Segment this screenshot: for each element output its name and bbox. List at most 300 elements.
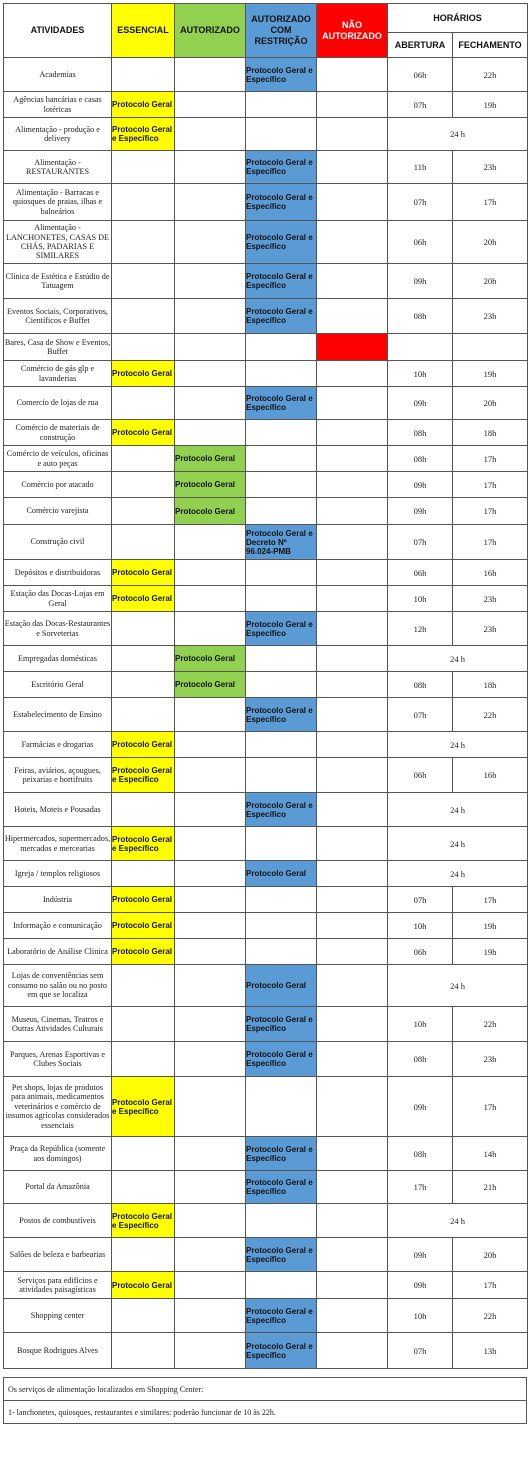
closing-time: 18h	[453, 420, 528, 446]
activity-name: Parques, Arenas Esportivas e Clubes Sociais	[4, 1042, 112, 1077]
activity-name: Farmácias e drogarias	[4, 732, 112, 758]
closing-time: 23h	[453, 299, 528, 334]
header-autorizado: AUTORIZADO	[175, 4, 246, 58]
activity-name: Feiras, aviários, açougues, peixarias e hortifruits	[4, 758, 112, 793]
closing-time: 23h	[453, 612, 528, 646]
opening-time: 09h	[388, 472, 453, 498]
nao-autorizado-cell	[317, 472, 388, 498]
opening-time: 06h	[388, 221, 453, 264]
table-row	[4, 1007, 528, 1042]
table-row	[4, 793, 528, 827]
table-row	[4, 646, 528, 672]
header-abertura: ABERTURA	[388, 33, 453, 58]
closing-time: 22h	[453, 698, 528, 732]
restricao-cell	[246, 560, 317, 586]
autorizado-cell	[175, 1007, 246, 1042]
activity-name: Laboratório de Análise Clínica	[4, 939, 112, 965]
closing-time: 19h	[453, 913, 528, 939]
restricao-cell: Protocolo Geral e Específico	[246, 793, 317, 827]
header-essencial: ESSENCIAL	[112, 4, 175, 58]
essencial-cell	[112, 58, 175, 92]
closing-time: 22h	[453, 58, 528, 92]
closing-time: 20h	[453, 387, 528, 420]
opening-time: 09h	[388, 1077, 453, 1137]
autorizado-cell	[175, 560, 246, 586]
autorizado-cell	[175, 1238, 246, 1272]
activity-name: Comércio de materiais de construção	[4, 420, 112, 446]
restricao-cell	[246, 827, 317, 861]
opening-time: 07h	[388, 92, 453, 118]
table-row	[4, 361, 528, 387]
restricao-cell: Protocolo Geral e Decreto Nº 96.024-PMB	[246, 525, 317, 560]
restricao-cell	[246, 758, 317, 793]
nao-autorizado-cell	[317, 334, 388, 361]
opening-time: 06h	[388, 758, 453, 793]
notes-box	[3, 1377, 527, 1424]
opening-time: 10h	[388, 361, 453, 387]
table-row	[4, 387, 528, 420]
hours-all-day: 24 h	[388, 827, 528, 861]
table-row	[4, 92, 528, 118]
closing-time: 17h	[453, 1272, 528, 1299]
autorizado-cell	[175, 1299, 246, 1333]
opening-time: 09h	[388, 1272, 453, 1299]
restricao-cell	[246, 361, 317, 387]
closing-time: 19h	[453, 939, 528, 965]
closing-time: 17h	[453, 1077, 528, 1137]
essencial-cell	[112, 221, 175, 264]
hours-all-day: 24 h	[388, 732, 528, 758]
header-nao-autorizado: NÃO AUTORIZADO	[317, 4, 388, 58]
table-row	[4, 887, 528, 913]
essencial-cell	[112, 472, 175, 498]
table-row	[4, 525, 528, 560]
table-row	[4, 221, 528, 264]
table-body	[4, 58, 528, 1369]
essencial-cell	[112, 1333, 175, 1369]
closing-time: 22h	[453, 1299, 528, 1333]
nao-autorizado-cell	[317, 1299, 388, 1333]
nao-autorizado-cell	[317, 758, 388, 793]
nao-autorizado-cell	[317, 672, 388, 698]
restricao-cell: Protocolo Geral	[246, 861, 317, 887]
restricao-cell: Protocolo Geral e Específico	[246, 1333, 317, 1369]
nao-autorizado-cell	[317, 965, 388, 1007]
table-row	[4, 827, 528, 861]
closing-time: 21h	[453, 1171, 528, 1204]
restricao-cell: Protocolo Geral e Específico	[246, 299, 317, 334]
activity-name: Estabelecimento de Ensino	[4, 698, 112, 732]
nao-autorizado-cell	[317, 58, 388, 92]
autorizado-cell: Protocolo Geral	[175, 672, 246, 698]
closing-time: 17h	[453, 472, 528, 498]
note-line: Os serviços de alimentação localizados em Shopping Center:	[4, 1378, 527, 1401]
opening-time: 06h	[388, 939, 453, 965]
activity-name: Depósitos e distribuidoras	[4, 560, 112, 586]
autorizado-cell	[175, 58, 246, 92]
essencial-cell	[112, 446, 175, 472]
essencial-cell: Protocolo Geral e Específico	[112, 827, 175, 861]
essencial-cell	[112, 498, 175, 525]
essencial-cell: Protocolo Geral e Específico	[112, 1077, 175, 1137]
restricao-cell: Protocolo Geral e Específico	[246, 151, 317, 184]
table-row	[4, 560, 528, 586]
table-row	[4, 732, 528, 758]
table-row	[4, 861, 528, 887]
autorizado-cell	[175, 184, 246, 221]
essencial-cell	[112, 646, 175, 672]
activity-name: Estação das Docas-Restaurantes e Sorveterias	[4, 612, 112, 646]
activity-name: Alimentação - RESTAURANTES	[4, 151, 112, 184]
table-row	[4, 498, 528, 525]
autorizado-cell	[175, 1137, 246, 1171]
activity-name: Clínica de Estética e Estúdio de Tatuagem	[4, 264, 112, 299]
nao-autorizado-cell	[317, 1333, 388, 1369]
activity-name: Comércio de veículos, oficinas e auto peças	[4, 446, 112, 472]
table-row	[4, 118, 528, 151]
table-row	[4, 264, 528, 299]
hours-all-day: 24 h	[388, 1204, 528, 1238]
activity-name: Informação e comunicação	[4, 913, 112, 939]
autorizado-cell	[175, 861, 246, 887]
activity-name: Comércio de gás glp e lavanderias	[4, 361, 112, 387]
hours-all-day: 24 h	[388, 861, 528, 887]
restricao-cell	[246, 472, 317, 498]
nao-autorizado-cell	[317, 861, 388, 887]
table-row	[4, 612, 528, 646]
essencial-cell	[112, 299, 175, 334]
essencial-cell	[112, 264, 175, 299]
autorizado-cell	[175, 758, 246, 793]
restricao-cell	[246, 1272, 317, 1299]
header-horarios: HORÁRIOS	[388, 4, 528, 33]
opening-time: 10h	[388, 586, 453, 612]
nao-autorizado-cell	[317, 361, 388, 387]
autorizado-cell	[175, 793, 246, 827]
autorizado-cell: Protocolo Geral	[175, 498, 246, 525]
table-row	[4, 151, 528, 184]
table-row	[4, 965, 528, 1007]
essencial-cell	[112, 334, 175, 361]
table-header	[4, 4, 528, 58]
activity-name: Escritório Geral	[4, 672, 112, 698]
essencial-cell: Protocolo Geral e Específico	[112, 758, 175, 793]
activity-name: Salões de beleza e barbearias	[4, 1238, 112, 1272]
opening-time: 07h	[388, 698, 453, 732]
activity-name: Comércio por atacado	[4, 472, 112, 498]
nao-autorizado-cell	[317, 1171, 388, 1204]
nao-autorizado-cell	[317, 560, 388, 586]
nao-autorizado-cell	[317, 793, 388, 827]
opening-time: 06h	[388, 560, 453, 586]
opening-time: 08h	[388, 299, 453, 334]
nao-autorizado-cell	[317, 1042, 388, 1077]
autorizado-cell	[175, 118, 246, 151]
activity-name: Serviços para edificios e atividades paisagísticas	[4, 1272, 112, 1299]
opening-time: 08h	[388, 672, 453, 698]
restricao-cell: Protocolo Geral e Específico	[246, 387, 317, 420]
restricao-cell: Protocolo Geral e Específico	[246, 1238, 317, 1272]
restricao-cell: Protocolo Geral e Específico	[246, 1299, 317, 1333]
autorizado-cell: Protocolo Geral	[175, 472, 246, 498]
nao-autorizado-cell	[317, 1204, 388, 1238]
opening-time: 10h	[388, 913, 453, 939]
table-row	[4, 184, 528, 221]
opening-time: 06h	[388, 58, 453, 92]
autorizado-cell	[175, 299, 246, 334]
activity-name: Pet shops, lojas de produtos para animais, medicamentos veterinários e comércio de insumos agrícolas considerados essenciais	[4, 1077, 112, 1137]
closing-time: 22h	[453, 1007, 528, 1042]
essencial-cell: Protocolo Geral	[112, 939, 175, 965]
table-row	[4, 1204, 528, 1238]
activity-name: Postos de combustíveis	[4, 1204, 112, 1238]
closing-time: 16h	[453, 758, 528, 793]
closing-time: 17h	[453, 184, 528, 221]
essencial-cell	[112, 672, 175, 698]
opening-time: 10h	[388, 1007, 453, 1042]
table-row	[4, 913, 528, 939]
essencial-cell: Protocolo Geral	[112, 1272, 175, 1299]
essencial-cell	[112, 1171, 175, 1204]
autorizado-cell	[175, 1333, 246, 1369]
opening-time: 09h	[388, 498, 453, 525]
table-row	[4, 1333, 528, 1369]
essencial-cell: Protocolo Geral	[112, 887, 175, 913]
restricao-cell: Protocolo Geral e Específico	[246, 58, 317, 92]
activity-name: Lojas de conveniências sem consumo no salão ou no posto em que se localiza	[4, 965, 112, 1007]
opening-time: 08h	[388, 420, 453, 446]
autorizado-cell	[175, 1204, 246, 1238]
table-row	[4, 446, 528, 472]
table-row	[4, 1042, 528, 1077]
nao-autorizado-cell	[317, 118, 388, 151]
activity-name: Agências bancárias e casas lotéricas	[4, 92, 112, 118]
hours-all-day: 24 h	[388, 646, 528, 672]
restricao-cell	[246, 887, 317, 913]
autorizado-cell	[175, 92, 246, 118]
nao-autorizado-cell	[317, 387, 388, 420]
restricao-cell	[246, 498, 317, 525]
closing-time: 23h	[453, 1042, 528, 1077]
closing-time: 18h	[453, 672, 528, 698]
closing-time: 19h	[453, 92, 528, 118]
autorizado-cell	[175, 965, 246, 1007]
autorizado-cell	[175, 387, 246, 420]
header-fechamento: FECHAMENTO	[453, 33, 528, 58]
activity-name: Museus, Cinemas, Teatros e Outras Atividades Culturais	[4, 1007, 112, 1042]
autorizado-cell	[175, 1171, 246, 1204]
autorizado-cell: Protocolo Geral	[175, 646, 246, 672]
restricao-cell: Protocolo Geral e Específico	[246, 264, 317, 299]
opening-time: 17h	[388, 1171, 453, 1204]
nao-autorizado-cell	[317, 698, 388, 732]
activity-name: Hoteis, Moteis e Pousadas	[4, 793, 112, 827]
autorizado-cell	[175, 221, 246, 264]
essencial-cell: Protocolo Geral	[112, 420, 175, 446]
activity-name: Alimentação - Barracas e quiosques de praias, ilhas e balneários	[4, 184, 112, 221]
nao-autorizado-cell	[317, 420, 388, 446]
document-page	[3, 3, 527, 1424]
autorizado-cell	[175, 334, 246, 361]
activity-name: Academias	[4, 58, 112, 92]
nao-autorizado-cell	[317, 732, 388, 758]
essencial-cell	[112, 965, 175, 1007]
essencial-cell	[112, 387, 175, 420]
restricao-cell: Protocolo Geral e Específico	[246, 698, 317, 732]
activity-name: Comercio de lojas de rua	[4, 387, 112, 420]
restricao-cell	[246, 420, 317, 446]
nao-autorizado-cell	[317, 525, 388, 560]
nao-autorizado-cell	[317, 92, 388, 118]
autorizado-cell	[175, 525, 246, 560]
restricao-cell	[246, 913, 317, 939]
autorizado-cell	[175, 939, 246, 965]
restricao-cell	[246, 672, 317, 698]
autorizado-cell	[175, 264, 246, 299]
activity-name: Hipermercados, supermercados, mercados e mercearias	[4, 827, 112, 861]
closing-time: 20h	[453, 264, 528, 299]
autorizado-cell	[175, 151, 246, 184]
nao-autorizado-cell	[317, 498, 388, 525]
opening-time: 07h	[388, 887, 453, 913]
opening-time: 07h	[388, 184, 453, 221]
autorizado-cell	[175, 698, 246, 732]
opening-time: 08h	[388, 446, 453, 472]
autorizado-cell	[175, 420, 246, 446]
essencial-cell	[112, 861, 175, 887]
closing-time: 19h	[453, 361, 528, 387]
restricao-cell: Protocolo Geral e Específico	[246, 1137, 317, 1171]
essencial-cell: Protocolo Geral	[112, 92, 175, 118]
opening-time: 07h	[388, 525, 453, 560]
table-row	[4, 420, 528, 446]
essencial-cell	[112, 698, 175, 732]
essencial-cell	[112, 525, 175, 560]
closing-time: 20h	[453, 221, 528, 264]
nao-autorizado-cell	[317, 1272, 388, 1299]
activity-name: Shopping center	[4, 1299, 112, 1333]
nao-autorizado-cell	[317, 612, 388, 646]
restricao-cell	[246, 646, 317, 672]
nao-autorizado-cell	[317, 1137, 388, 1171]
opening-time	[388, 334, 453, 361]
opening-time: 07h	[388, 1333, 453, 1369]
restricao-cell: Protocolo Geral e Específico	[246, 1042, 317, 1077]
nao-autorizado-cell	[317, 913, 388, 939]
table-row	[4, 1272, 528, 1299]
essencial-cell	[112, 1238, 175, 1272]
nao-autorizado-cell	[317, 446, 388, 472]
restricao-cell: Protocolo Geral e Específico	[246, 221, 317, 264]
activity-name: Portal da Amazônia	[4, 1171, 112, 1204]
restricao-cell: Protocolo Geral e Específico	[246, 184, 317, 221]
table-row	[4, 758, 528, 793]
hours-all-day: 24 h	[388, 793, 528, 827]
closing-time: 14h	[453, 1137, 528, 1171]
essencial-cell	[112, 1299, 175, 1333]
nao-autorizado-cell	[317, 221, 388, 264]
essencial-cell: Protocolo Geral	[112, 586, 175, 612]
note-line: 1- lanchonetes, quiosques, restaurantes e similares: poderão funcionar de 10 às 22h.	[4, 1401, 527, 1424]
activity-name: Bosque Rodrigues Alves	[4, 1333, 112, 1369]
nao-autorizado-cell	[317, 1007, 388, 1042]
nao-autorizado-cell	[317, 939, 388, 965]
closing-time: 17h	[453, 498, 528, 525]
activity-name: Eventos Sociais, Corporativos, Científicos e Buffet	[4, 299, 112, 334]
essencial-cell: Protocolo Geral	[112, 732, 175, 758]
restricao-cell	[246, 446, 317, 472]
opening-time: 08h	[388, 1042, 453, 1077]
autorizado-cell: Protocolo Geral	[175, 446, 246, 472]
closing-time: 16h	[453, 560, 528, 586]
opening-time: 09h	[388, 387, 453, 420]
essencial-cell: Protocolo Geral	[112, 913, 175, 939]
nao-autorizado-cell	[317, 264, 388, 299]
table-row	[4, 672, 528, 698]
essencial-cell: Protocolo Geral	[112, 361, 175, 387]
activity-name: Empregadas domésticas	[4, 646, 112, 672]
essencial-cell	[112, 1137, 175, 1171]
closing-time: 17h	[453, 887, 528, 913]
essencial-cell	[112, 612, 175, 646]
activity-name: Indústria	[4, 887, 112, 913]
essencial-cell	[112, 1007, 175, 1042]
restricao-cell: Protocolo Geral e Específico	[246, 1171, 317, 1204]
table-row	[4, 472, 528, 498]
table-row	[4, 698, 528, 732]
restricao-cell	[246, 118, 317, 151]
activity-name: Alimentação - LANCHONETES, CASAS DE CHÁS, PADARIAS E SIMILARES	[4, 221, 112, 264]
autorizado-cell	[175, 913, 246, 939]
autorizado-cell	[175, 612, 246, 646]
opening-time: 08h	[388, 1137, 453, 1171]
opening-time: 09h	[388, 264, 453, 299]
opening-time: 09h	[388, 1238, 453, 1272]
nao-autorizado-cell	[317, 184, 388, 221]
nao-autorizado-cell	[317, 887, 388, 913]
autorizado-cell	[175, 1042, 246, 1077]
closing-time: 13h	[453, 1333, 528, 1369]
hours-all-day: 24 h	[388, 965, 528, 1007]
table-row	[4, 58, 528, 92]
activity-name: Comércio varejista	[4, 498, 112, 525]
restricao-cell: Protocolo Geral e Específico	[246, 612, 317, 646]
closing-time: 23h	[453, 586, 528, 612]
autorizado-cell	[175, 361, 246, 387]
autorizado-cell	[175, 732, 246, 758]
closing-time: 20h	[453, 1238, 528, 1272]
table-row	[4, 334, 528, 361]
essencial-cell	[112, 151, 175, 184]
table-row	[4, 1171, 528, 1204]
header-atividades: ATIVIDADES	[4, 4, 112, 58]
closing-time: 23h	[453, 151, 528, 184]
nao-autorizado-cell	[317, 299, 388, 334]
restricao-cell	[246, 1204, 317, 1238]
activity-name: Igreja / templos religiosos	[4, 861, 112, 887]
nao-autorizado-cell	[317, 586, 388, 612]
opening-time: 10h	[388, 1299, 453, 1333]
autorizado-cell	[175, 1272, 246, 1299]
restricao-cell	[246, 1077, 317, 1137]
autorizado-cell	[175, 827, 246, 861]
essencial-cell: Protocolo Geral e Específico	[112, 1204, 175, 1238]
nao-autorizado-cell	[317, 1238, 388, 1272]
restricao-cell	[246, 586, 317, 612]
table-row	[4, 299, 528, 334]
nao-autorizado-cell	[317, 646, 388, 672]
activity-name: Bares, Casa de Show e Eventos, Buffet	[4, 334, 112, 361]
